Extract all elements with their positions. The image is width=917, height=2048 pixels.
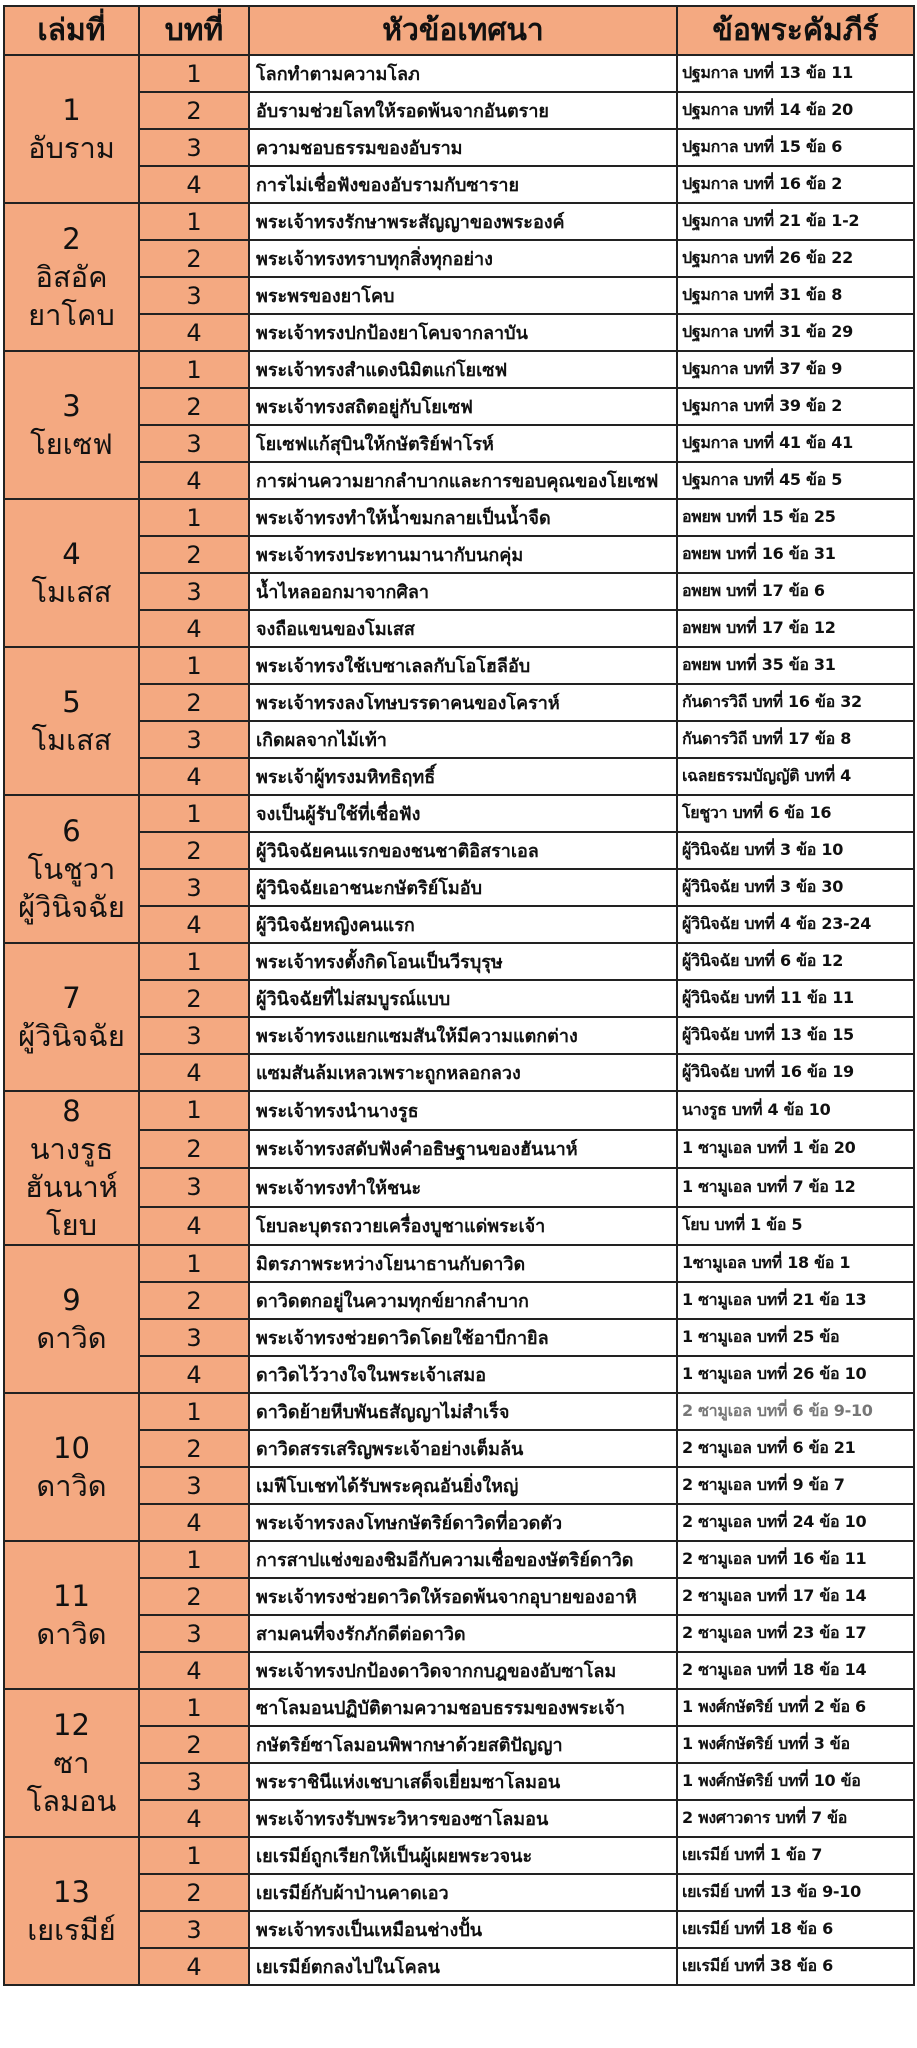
sermon-topic: พระพรของยาโคบ [249, 277, 677, 314]
chapter-number: 4 [139, 314, 249, 351]
sermon-topic: ผู้วินิจฉัยคนแรกของชนชาติอิสราเอล [249, 832, 677, 869]
sermon-topic: เยเรมีย์ถูกเรียกให้เป็นผู้เผยพระวจนะ [249, 1837, 677, 1874]
scripture-reference: 2 ซามูเอล บทที่ 18 ข้อ 14 [677, 1652, 914, 1689]
chapter-number: 2 [139, 1874, 249, 1911]
chapter-number: 2 [139, 388, 249, 425]
header-reference: ข้อพระคัมภีร์ [677, 6, 914, 55]
book-cell [4, 203, 139, 351]
chapter-number: 3 [139, 1319, 249, 1356]
scripture-reference: 2 ซามูเอล บทที่ 17 ข้อ 14 [677, 1578, 914, 1615]
sermon-topic: ผู้วินิจฉัยเอาชนะกษัตริย์โมอับ [249, 869, 677, 906]
sermon-topic: แซมสันล้มเหลวเพราะถูกหลอกลวง [249, 1054, 677, 1091]
table-row [4, 314, 914, 351]
book-label-line: โนชูวา [27, 852, 116, 886]
table-row [4, 758, 914, 795]
sermon-topic: โยเซฟแก้สุบินให้กษัตริย์ฟาโรห์ [249, 425, 677, 462]
chapter-number: 1 [139, 1393, 249, 1430]
book-cell [4, 795, 139, 943]
sermon-topic: พระราชินีแห่งเชบาเสด็จเยี่ยมซาโลมอน [249, 1763, 677, 1800]
book-label-line: 10 [53, 1431, 90, 1465]
scripture-reference: 1 ซามูเอล บทที่ 21 ข้อ 13 [677, 1282, 914, 1319]
scripture-reference: เยเรมีย์ บทที่ 38 ข้อ 6 [677, 1948, 914, 1985]
scripture-reference: อพยพ บทที่ 16 ข้อ 31 [677, 536, 914, 573]
book-label-line: โมเสส [31, 723, 112, 757]
chapter-number: 1 [139, 1541, 249, 1578]
sermon-topic: พระเจ้าทรงทำให้น้ำขมกลายเป็นน้ำจืด [249, 499, 677, 536]
book-label-line: โยเซฟ [30, 427, 113, 461]
scripture-reference: ปฐมกาล บทที่ 14 ข้อ 20 [677, 92, 914, 129]
chapter-number: 1 [139, 499, 249, 536]
header-book: เล่มที่ [4, 6, 139, 55]
table-row [4, 721, 914, 758]
scripture-reference: 1 พงศ์กษัตริย์ บทที่ 2 ข้อ 6 [677, 1689, 914, 1726]
book-label-line: 8 [62, 1094, 81, 1128]
chapter-number: 2 [139, 684, 249, 721]
sermon-topic: ดาวิดย้ายหีบพันธสัญญาไม่สำเร็จ [249, 1393, 677, 1430]
book-cell [4, 1837, 139, 1985]
table-row [4, 1615, 914, 1652]
book-label-line: 6 [62, 814, 81, 848]
chapter-number: 2 [139, 1430, 249, 1467]
chapter-number: 3 [139, 721, 249, 758]
book-cell [4, 647, 139, 795]
book-label-line: ผู้วินิจฉัย [18, 890, 125, 924]
chapter-number: 4 [139, 1800, 249, 1837]
scripture-reference: โยบ บทที่ 1 ข้อ 5 [677, 1207, 914, 1246]
table-row [4, 388, 914, 425]
sermon-topic: พระเจ้าทรงสดับฟังคำอธิษฐานของฮันนาห์ [249, 1130, 677, 1169]
scripture-reference: กันดารวิถี บทที่ 16 ข้อ 32 [677, 684, 914, 721]
book-cell [4, 351, 139, 499]
scripture-reference: 1 ซามูเอล บทที่ 25 ข้อ [677, 1319, 914, 1356]
table-row [4, 610, 914, 647]
table-row [4, 277, 914, 314]
sermon-topic: น้ำไหลออกมาจากศิลา [249, 573, 677, 610]
scripture-reference: ผู้วินิจฉัย บทที่ 11 ข้อ 11 [677, 980, 914, 1017]
chapter-number: 2 [139, 536, 249, 573]
table-body [4, 55, 914, 1985]
sermon-topic: เยเรมีย์ตกลงไปในโคลน [249, 1948, 677, 1985]
table-row [4, 869, 914, 906]
scripture-reference: อพยพ บทที่ 17 ข้อ 6 [677, 573, 914, 610]
scripture-reference: ปฐมกาล บทที่ 15 ข้อ 6 [677, 129, 914, 166]
chapter-number: 1 [139, 55, 249, 92]
table-row [4, 1726, 914, 1763]
scripture-reference: ปฐมกาล บทที่ 21 ข้อ 1-2 [677, 203, 914, 240]
table-row [4, 1282, 914, 1319]
sermon-topic: จงถือแขนของโมเสส [249, 610, 677, 647]
scripture-reference: ผู้วินิจฉัย บทที่ 4 ข้อ 23-24 [677, 906, 914, 943]
sermon-topic: พระเจ้าทรงเป็นเหมือนช่างปั้น [249, 1911, 677, 1948]
table-row [4, 1054, 914, 1091]
sermon-topic: เกิดผลจากไม้เท้า [249, 721, 677, 758]
table-row [4, 943, 914, 980]
scripture-reference: ผู้วินิจฉัย บทที่ 16 ข้อ 19 [677, 1054, 914, 1091]
book-label-line: อิสอัค [35, 260, 108, 294]
sermon-topic: การผ่านความยากลำบากและการขอบคุณของโยเซฟ [249, 462, 677, 499]
sermon-topic: การไม่เชื่อฟังของอับรามกับซาราย [249, 166, 677, 203]
table-row [4, 1430, 914, 1467]
scripture-reference: 2 ซามูเอล บทที่ 9 ข้อ 7 [677, 1467, 914, 1504]
scripture-reference: กันดารวิถี บทที่ 17 ข้อ 8 [677, 721, 914, 758]
scripture-reference: ปฐมกาล บทที่ 26 ข้อ 22 [677, 240, 914, 277]
sermon-schedule-table [3, 5, 915, 1986]
book-label-line: 3 [62, 389, 81, 423]
book-label-line: อับราม [28, 131, 115, 165]
scripture-reference: อพยพ บทที่ 15 ข้อ 25 [677, 499, 914, 536]
table-row [4, 166, 914, 203]
sermon-topic: พระเจ้าทรงรักษาพระสัญญาของพระองค์ [249, 203, 677, 240]
table-row [4, 906, 914, 943]
scripture-reference: 2 ซามูเอล บทที่ 6 ข้อ 9-10 [677, 1393, 914, 1430]
table-row [4, 425, 914, 462]
book-label-line: 13 [53, 1875, 90, 1909]
chapter-number: 4 [139, 758, 249, 795]
chapter-number: 3 [139, 277, 249, 314]
table-row [4, 1911, 914, 1948]
sermon-topic: พระเจ้าทรงประทานมานากับนกคุ่ม [249, 536, 677, 573]
sermon-topic: พระเจ้าทรงปกป้องยาโคบจากลาบัน [249, 314, 677, 351]
scripture-reference: ปฐมกาล บทที่ 39 ข้อ 2 [677, 388, 914, 425]
table-row [4, 980, 914, 1017]
chapter-number: 1 [139, 1245, 249, 1282]
sermon-topic: พระเจ้าทรงนำนางรูธ [249, 1091, 677, 1130]
book-label-line: 1 [62, 93, 81, 127]
chapter-number: 1 [139, 647, 249, 684]
table-row [4, 1652, 914, 1689]
book-label-line: เยเรมีย์ [27, 1913, 116, 1947]
sermon-topic: พระเจ้าทรงช่วยดาวิดให้รอดพ้นจากอุบายของอาหิ [249, 1578, 677, 1615]
sermon-topic: โลกทำตามความโลภ [249, 55, 677, 92]
table-row [4, 647, 914, 684]
sermon-topic: ผู้วินิจฉัยหญิงคนแรก [249, 906, 677, 943]
table-row [4, 1393, 914, 1430]
chapter-number: 1 [139, 795, 249, 832]
sermon-topic: พระเจ้าทรงทราบทุกสิ่งทุกอย่าง [249, 240, 677, 277]
table-row [4, 1578, 914, 1615]
sermon-topic: เยเรมีย์กับผ้าป่านคาดเอว [249, 1874, 677, 1911]
sermon-topic: พระเจ้าทรงแยกแซมสันให้มีความแตกต่าง [249, 1017, 677, 1054]
sermon-topic: พระเจ้าทรงลงโทษกษัตริย์ดาวิดที่อวดตัว [249, 1504, 677, 1541]
sermon-topic: ซาโลมอนปฏิบัติตามความชอบธรรมของพระเจ้า [249, 1689, 677, 1726]
header-row [4, 6, 914, 55]
table-row [4, 499, 914, 536]
scripture-reference: 1ซามูเอล บทที่ 18 ข้อ 1 [677, 1245, 914, 1282]
scripture-reference: อพยพ บทที่ 17 ข้อ 12 [677, 610, 914, 647]
sermon-topic: พระเจ้าทรงรับพระวิหารของซาโลมอน [249, 1800, 677, 1837]
table-row [4, 1800, 914, 1837]
chapter-number: 4 [139, 462, 249, 499]
chapter-number: 3 [139, 1911, 249, 1948]
scripture-reference: เยเรมีย์ บทที่ 13 ข้อ 9-10 [677, 1874, 914, 1911]
book-cell [4, 499, 139, 647]
table-row [4, 1837, 914, 1874]
book-label-line: 11 [53, 1579, 90, 1613]
table-row [4, 684, 914, 721]
table-row [4, 1689, 914, 1726]
sermon-topic: พระเจ้าทรงสำแดงนิมิตแก่โยเซฟ [249, 351, 677, 388]
sermon-topic: เมฟีโบเชทได้รับพระคุณอันยิ่งใหญ่ [249, 1467, 677, 1504]
book-label-line: โยบ [46, 1208, 97, 1242]
scripture-reference: 2 ซามูเอล บทที่ 16 ข้อ 11 [677, 1541, 914, 1578]
book-label-line: 12 [53, 1708, 90, 1742]
table-row [4, 1467, 914, 1504]
book-label-line: โมเสส [31, 575, 112, 609]
chapter-number: 3 [139, 1017, 249, 1054]
sermon-topic: ดาวิดสรรเสริญพระเจ้าอย่างเต็มล้น [249, 1430, 677, 1467]
chapter-number: 4 [139, 166, 249, 203]
chapter-number: 1 [139, 1689, 249, 1726]
book-label-line: 5 [62, 685, 81, 719]
book-cell [4, 55, 139, 203]
table-row [4, 1874, 914, 1911]
book-label-line: ดาวิด [36, 1617, 107, 1651]
sermon-topic: ดาวิดไว้วางใจในพระเจ้าเสมอ [249, 1356, 677, 1393]
table-row [4, 1319, 914, 1356]
book-label-line: 2 [62, 222, 81, 256]
sermon-topic: กษัตริย์ซาโลมอนพิพากษาด้วยสติปัญญา [249, 1726, 677, 1763]
sermon-topic: พระเจ้าทรงใช้เบซาเลลกับโอโฮลีอับ [249, 647, 677, 684]
sermon-topic: จงเป็นผู้รับใช้ที่เชื่อฟัง [249, 795, 677, 832]
chapter-number: 3 [139, 1615, 249, 1652]
chapter-number: 1 [139, 943, 249, 980]
book-label-line: ยาโคบ [28, 298, 115, 332]
chapter-number: 1 [139, 203, 249, 240]
chapter-number: 2 [139, 832, 249, 869]
chapter-number: 2 [139, 240, 249, 277]
chapter-number: 2 [139, 1578, 249, 1615]
table-row [4, 55, 914, 92]
chapter-number: 1 [139, 1837, 249, 1874]
chapter-number: 3 [139, 425, 249, 462]
chapter-number: 3 [139, 869, 249, 906]
scripture-reference: เยเรมีย์ บทที่ 18 ข้อ 6 [677, 1911, 914, 1948]
table-row [4, 832, 914, 869]
book-cell [4, 1393, 139, 1541]
chapter-number: 2 [139, 1282, 249, 1319]
sermon-topic: โยบละบุตรถวายเครื่องบูชาแด่พระเจ้า [249, 1207, 677, 1246]
chapter-number: 3 [139, 1763, 249, 1800]
sermon-topic: พระเจ้าทรงช่วยดาวิดโดยใช้อาบีกายิล [249, 1319, 677, 1356]
scripture-reference: 1 ซามูเอล บทที่ 26 ข้อ 10 [677, 1356, 914, 1393]
chapter-number: 4 [139, 1207, 249, 1246]
table-row [4, 1504, 914, 1541]
chapter-number: 4 [139, 906, 249, 943]
chapter-number: 3 [139, 129, 249, 166]
chapter-number: 1 [139, 1091, 249, 1130]
scripture-reference: เยเรมีย์ บทที่ 1 ข้อ 7 [677, 1837, 914, 1874]
scripture-reference: ผู้วินิจฉัย บทที่ 3 ข้อ 10 [677, 832, 914, 869]
sermon-topic: การสาปแช่งของชิมอีกับความเชื่อของษัตริย์ดาวิด [249, 1541, 677, 1578]
chapter-number: 4 [139, 610, 249, 647]
sermon-topic: พระเจ้าผู้ทรงมหิทธิฤทธิ์ [249, 758, 677, 795]
table-row [4, 1168, 914, 1207]
scripture-reference: ผู้วินิจฉัย บทที่ 13 ข้อ 15 [677, 1017, 914, 1054]
table-row [4, 351, 914, 388]
book-label-line: ดาวิด [36, 1321, 107, 1355]
scripture-reference: ปฐมกาล บทที่ 37 ข้อ 9 [677, 351, 914, 388]
scripture-reference: 1 พงศ์กษัตริย์ บทที่ 10 ข้อ [677, 1763, 914, 1800]
chapter-number: 3 [139, 573, 249, 610]
book-label-line: 4 [62, 537, 81, 571]
chapter-number: 1 [139, 351, 249, 388]
scripture-reference: เฉลยธรรมบัญญัติ บทที่ 4 [677, 758, 914, 795]
scripture-reference: ปฐมกาล บทที่ 31 ข้อ 29 [677, 314, 914, 351]
sermon-topic: ผู้วินิจฉัยที่ไม่สมบูรณ์แบบ [249, 980, 677, 1017]
scripture-reference: ปฐมกาล บทที่ 31 ข้อ 8 [677, 277, 914, 314]
sermon-topic: พระเจ้าทรงลงโทษบรรดาคนของโคราห์ [249, 684, 677, 721]
book-label-line: นางรูธ [29, 1132, 114, 1166]
scripture-reference: 2 ซามูเอล บทที่ 6 ข้อ 21 [677, 1430, 914, 1467]
book-label-line: 9 [62, 1283, 81, 1317]
book-label-line: โลมอน [26, 1784, 117, 1818]
scripture-reference: ผู้วินิจฉัย บทที่ 3 ข้อ 30 [677, 869, 914, 906]
book-label-line: ฮันนาห์ [25, 1170, 118, 1204]
scripture-reference: 2 ซามูเอล บทที่ 24 ข้อ 10 [677, 1504, 914, 1541]
chapter-number: 2 [139, 92, 249, 129]
book-label-line: 7 [62, 981, 81, 1015]
table-row [4, 1245, 914, 1282]
table-row [4, 1763, 914, 1800]
sermon-topic: พระเจ้าทรงตั้งกิดโอนเป็นวีรบุรุษ [249, 943, 677, 980]
scripture-reference: 1 พงศ์กษัตริย์ บทที่ 3 ข้อ [677, 1726, 914, 1763]
table-row [4, 1017, 914, 1054]
table-row [4, 240, 914, 277]
table-row [4, 1091, 914, 1130]
sermon-topic: อับรามช่วยโลทให้รอดพ้นจากอันตราย [249, 92, 677, 129]
book-label-line: ซา [53, 1746, 90, 1780]
chapter-number: 4 [139, 1504, 249, 1541]
scripture-reference: ปฐมกาล บทที่ 13 ข้อ 11 [677, 55, 914, 92]
book-cell [4, 1689, 139, 1837]
chapter-number: 4 [139, 1652, 249, 1689]
scripture-reference: ปฐมกาล บทที่ 16 ข้อ 2 [677, 166, 914, 203]
scripture-reference: นางรูธ บทที่ 4 ข้อ 10 [677, 1091, 914, 1130]
scripture-reference: ปฐมกาล บทที่ 45 ข้อ 5 [677, 462, 914, 499]
sermon-topic: ดาวิดตกอยู่ในความทุกข์ยากลำบาก [249, 1282, 677, 1319]
chapter-number: 4 [139, 1948, 249, 1985]
book-cell [4, 943, 139, 1091]
header-chapter: บทที่ [139, 6, 249, 55]
table-row [4, 129, 914, 166]
chapter-number: 2 [139, 1726, 249, 1763]
header-topic: หัวข้อเทศนา [249, 6, 677, 55]
scripture-reference: ผู้วินิจฉัย บทที่ 6 ข้อ 12 [677, 943, 914, 980]
book-cell [4, 1245, 139, 1393]
scripture-reference: อพยพ บทที่ 35 ข้อ 31 [677, 647, 914, 684]
chapter-number: 2 [139, 980, 249, 1017]
scripture-reference: 2 ซามูเอล บทที่ 23 ข้อ 17 [677, 1615, 914, 1652]
table-row [4, 573, 914, 610]
table-row [4, 1207, 914, 1246]
table-row [4, 1130, 914, 1169]
scripture-reference: 1 ซามูเอล บทที่ 1 ข้อ 20 [677, 1130, 914, 1169]
scripture-reference: 1 ซามูเอล บทที่ 7 ข้อ 12 [677, 1168, 914, 1207]
chapter-number: 3 [139, 1467, 249, 1504]
table-row [4, 1541, 914, 1578]
book-cell [4, 1541, 139, 1689]
chapter-number: 4 [139, 1054, 249, 1091]
chapter-number: 4 [139, 1356, 249, 1393]
sermon-topic: พระเจ้าทรงปกป้องดาวิดจากกบฎของอับซาโลม [249, 1652, 677, 1689]
table-row [4, 1356, 914, 1393]
table-row [4, 203, 914, 240]
chapter-number: 2 [139, 1130, 249, 1169]
scripture-reference: ปฐมกาล บทที่ 41 ข้อ 41 [677, 425, 914, 462]
sermon-topic: พระเจ้าทรงทำให้ชนะ [249, 1168, 677, 1207]
sermon-topic: ความชอบธรรมของอับราม [249, 129, 677, 166]
book-label-line: ดาวิด [36, 1469, 107, 1503]
table-row [4, 462, 914, 499]
table-row [4, 795, 914, 832]
sermon-topic: พระเจ้าทรงสถิตอยู่กับโยเซฟ [249, 388, 677, 425]
book-label-line: ผู้วินิจฉัย [18, 1019, 125, 1053]
sermon-topic: มิตรภาพระหว่างโยนาธานกับดาวิด [249, 1245, 677, 1282]
scripture-reference: โยชูวา บทที่ 6 ข้อ 16 [677, 795, 914, 832]
book-cell [4, 1091, 139, 1245]
sermon-topic: สามคนที่จงรักภักดีต่อดาวิด [249, 1615, 677, 1652]
scripture-reference: 2 พงศาวดาร บทที่ 7 ข้อ [677, 1800, 914, 1837]
table-row [4, 536, 914, 573]
chapter-number: 3 [139, 1168, 249, 1207]
table-row [4, 92, 914, 129]
table-row [4, 1948, 914, 1985]
